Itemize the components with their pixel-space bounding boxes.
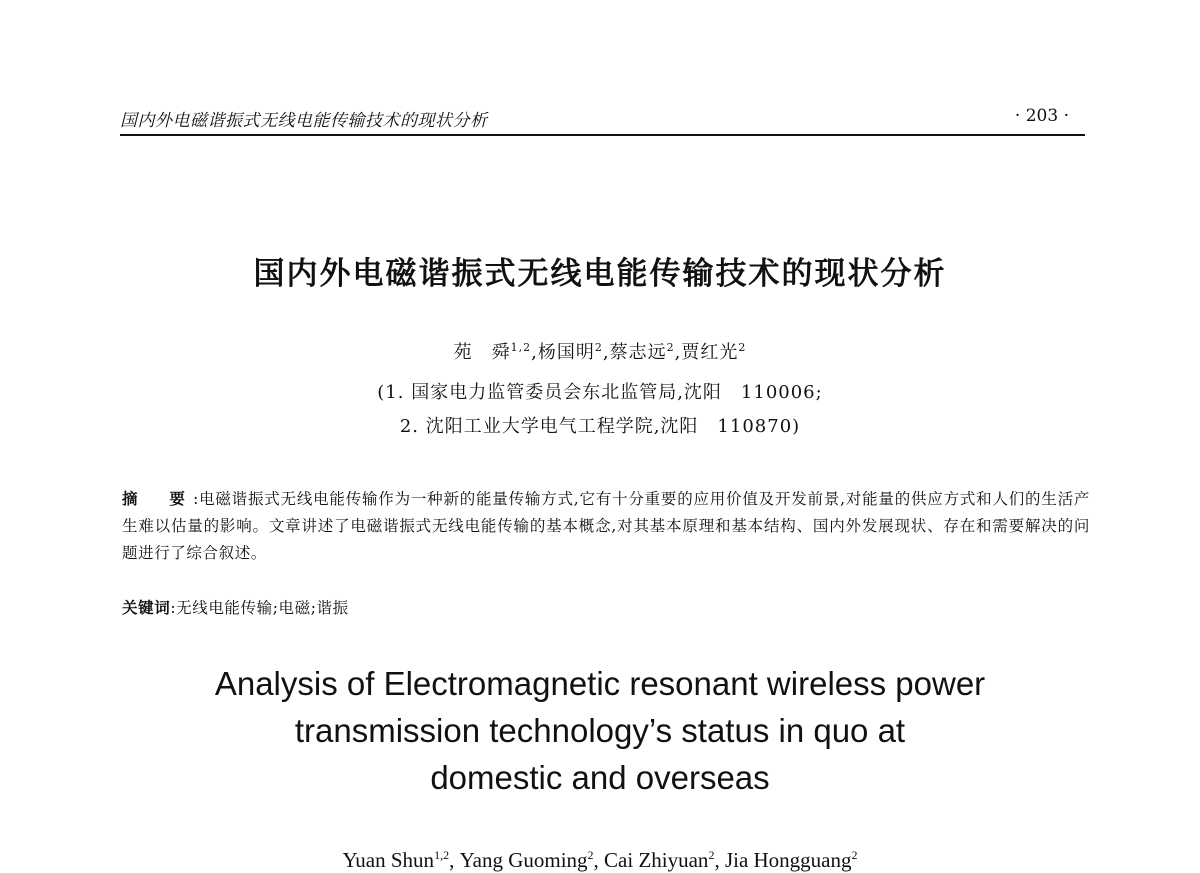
english-title-line: domestic and overseas bbox=[430, 759, 770, 796]
running-header bbox=[120, 104, 1085, 136]
author-list bbox=[0, 338, 1200, 364]
english-author-name: Jia Hongguang bbox=[724, 848, 852, 872]
keywords-text: :无线电能传输;电磁;谐振 bbox=[170, 599, 349, 617]
english-title-line: Analysis of Electromagnetic resonant wireless power bbox=[214, 665, 986, 702]
author-affiliation-mark: 2 bbox=[594, 341, 603, 354]
keywords bbox=[122, 596, 1090, 618]
affiliation-2: 2. 沈阳工业大学电气工程学院,沈阳 110870) bbox=[399, 416, 801, 437]
author-name: 贾红光 bbox=[681, 342, 739, 363]
abstract bbox=[122, 486, 1090, 567]
affiliation-1: (1. 国家电力监管委员会东北监管局,沈阳 110006; bbox=[377, 382, 823, 403]
author-name: 杨国明 bbox=[537, 342, 595, 363]
english-author-affiliation-mark: 1,2 bbox=[434, 848, 450, 862]
english-author-name: Yang Guoming bbox=[459, 848, 588, 872]
abstract-label: 摘 要 bbox=[122, 490, 194, 508]
abstract-text: :电磁谐振式无线电能传输作为一种新的能量传输方式,它有十分重要的应用价值及开发前景,对能量的供应方式和人们的生活产生难以估量的影响。文章讲述了电磁谐振式无线电能传输的基本概念,对其基本原理和基本结构、国内外发展现状、存在和需要解决的问题进行了综合叙述。 bbox=[122, 490, 1090, 562]
english-author-name: Cai Zhiyuan bbox=[604, 848, 709, 872]
paper-title: 国内外电磁谐振式无线电能传输技术的现状分析 bbox=[253, 256, 947, 292]
author-separator: , bbox=[531, 342, 538, 363]
english-author-name: Yuan Shun bbox=[342, 848, 435, 872]
english-author-affiliation-mark: 2 bbox=[851, 848, 858, 862]
author-affiliation-mark: 2 bbox=[666, 341, 675, 354]
english-author-list: Yuan Shun$^{1,2}$, Yang Guoming$^2$, Cai Zhiyuan$^2$, Jia Hongguang$^2$ bbox=[342, 848, 858, 872]
english-title-line: transmission technology’s status in quo at bbox=[294, 712, 906, 749]
author-separator: , bbox=[674, 342, 682, 363]
author-affiliation-mark: 1,2 bbox=[510, 341, 532, 354]
author-name: 苑 舜 bbox=[453, 342, 511, 363]
author-separator: , bbox=[602, 342, 610, 363]
english-author-affiliation-mark: 2 bbox=[587, 848, 594, 862]
keywords-label: 关键词 bbox=[122, 599, 171, 617]
running-title: 国内外电磁谐振式无线电能传输技术的现状分析 bbox=[120, 111, 488, 131]
english-author-affiliation-mark: 2 bbox=[708, 848, 715, 862]
english-title bbox=[0, 660, 1200, 801]
author-name: 蔡志远 bbox=[609, 342, 667, 363]
page-number: · 203 · bbox=[1014, 106, 1069, 126]
author-affiliation-mark: 2 bbox=[738, 341, 747, 354]
